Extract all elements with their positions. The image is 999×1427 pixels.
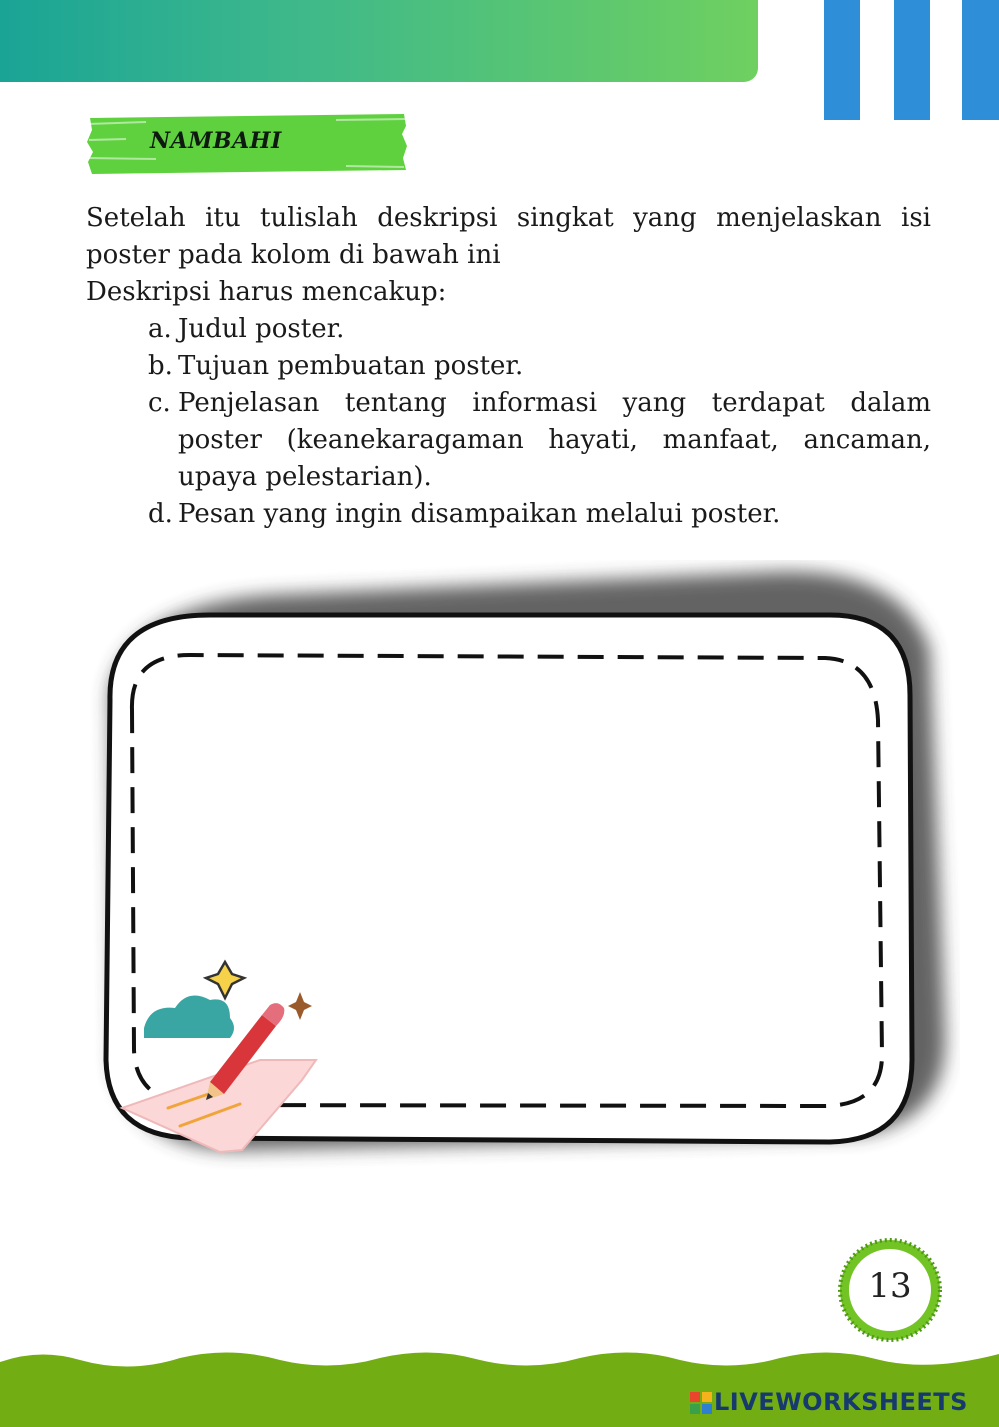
instruction-paragraph: Deskripsi harus mencakup: — [86, 277, 447, 307]
section-title-badge — [86, 112, 408, 176]
decorative-stripe — [824, 0, 860, 120]
section-title: NAMBAHI — [150, 128, 282, 154]
list-marker: b. — [148, 351, 173, 381]
liveworksheets-logo-icon — [690, 1392, 712, 1414]
page-number-badge — [834, 1236, 946, 1344]
criteria-list — [86, 311, 931, 533]
watermark-text: LIVEWORKSHEETS — [714, 1388, 968, 1416]
answer-box — [70, 560, 960, 1180]
page-number: 13 — [868, 1266, 912, 1306]
list-marker: c. — [148, 388, 171, 418]
instruction-paragraph: Setelah itu tulislah deskripsi singkat yang menjelaskan isi poster pada kolom di bawah ini — [86, 203, 931, 270]
list-item-text: Tujuan pembuatan poster. — [178, 351, 524, 381]
watermark — [690, 1388, 968, 1418]
list-item-text: Pesan yang ingin disampaikan melalui poster. — [178, 499, 781, 529]
list-marker: a. — [148, 314, 172, 344]
list-item-text: Judul poster. — [178, 314, 345, 344]
description-input[interactable] — [220, 670, 914, 1054]
decorative-stripe — [962, 0, 999, 120]
top-banner — [0, 0, 758, 82]
list-item-text: Penjelasan tentang informasi yang terdapat dalam poster (keanekaragaman hayati, manfaat, ancaman, upaya pelestarian). — [178, 388, 931, 492]
list-item — [86, 311, 931, 348]
list-item — [86, 348, 931, 385]
list-item — [86, 496, 931, 533]
instructions — [86, 200, 931, 533]
decorative-stripe — [894, 0, 930, 120]
list-item — [86, 385, 931, 496]
list-marker: d. — [148, 499, 173, 529]
